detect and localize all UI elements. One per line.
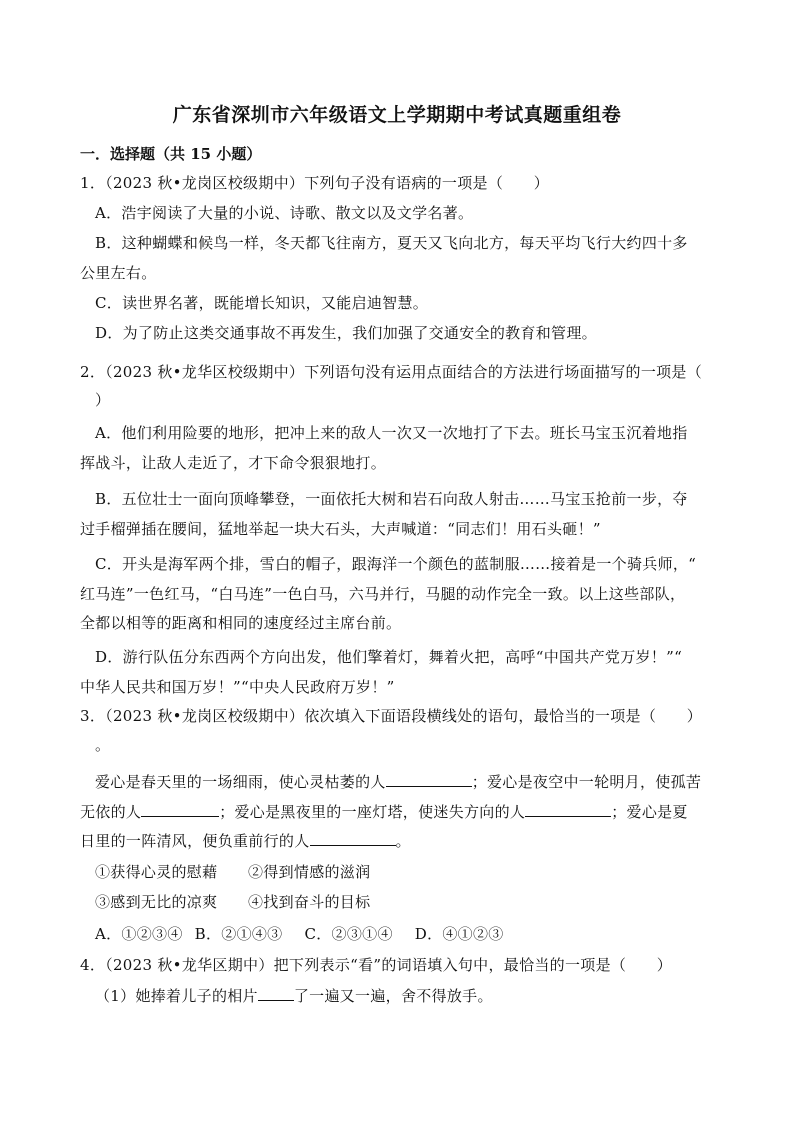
passage-text: ；爱心是夏 — [611, 803, 688, 821]
passage-text: 。 — [395, 832, 411, 850]
answer-option-b: B．②①④③ — [194, 925, 283, 943]
question-2-option-c-cont: 红马连”一色红马，“白马连”一色白马，六马并行，马腿的动作完全一致。以上这些部队， — [80, 585, 686, 603]
question-2-option-c-cont2: 全都以相等的距离和相同的速度经过主席台前。 — [80, 614, 402, 632]
question-1-stem: 1．（2023 秋•龙岗区校级期中）下列句子没有语病的一项是（ ） — [80, 174, 550, 192]
question-3-choices-1: ①获得心灵的慰藉 ②得到情感的滋润 — [95, 863, 371, 881]
page-title: 广东省深圳市六年级语文上学期期中考试真题重组卷 — [172, 104, 622, 126]
question-3-passage-line-3 — [80, 831, 411, 851]
question-2-stem: 2．（2023 秋•龙华区校级期中）下列语句没有运用点面结合的方法进行场面描写的一项是（ — [80, 363, 703, 381]
question-3-answers — [95, 924, 516, 944]
question-3-stem-cont: 。 — [95, 736, 111, 754]
question-1-option-c: C．读世界名著，既能增长知识，又能启迪智慧。 — [95, 294, 429, 312]
question-3-passage-line-1 — [95, 772, 701, 792]
fill-blank — [258, 986, 294, 1001]
question-4-sentence-1 — [95, 986, 493, 1006]
question-2-option-a: A．他们利用险要的地形，把冲上来的敌人一次又一次地打了下去。班长马宝玉沉着地指 — [95, 424, 688, 442]
question-2-option-a-cont: 挥战斗，让敌人走近了，才下命令狠狠地打。 — [80, 454, 387, 472]
answer-option-a: A．①②③④ — [95, 925, 183, 943]
question-1-option-b-cont: 公里左右。 — [80, 264, 157, 282]
sentence-text: 了一遍又一遍，舍不得放手。 — [293, 987, 493, 1005]
answer-option-d: D．④①②③ — [414, 925, 504, 943]
question-1-option-b: B．这种蝴蝶和候鸟一样，冬天都飞往南方，夏天又飞向北方，每天平均飞行大约四十多 — [95, 234, 688, 252]
fill-blank — [141, 802, 219, 817]
question-3-passage-line-2 — [80, 802, 688, 822]
fill-blank — [310, 831, 396, 846]
fill-blank — [386, 772, 472, 787]
question-2-stem-cont: ） — [95, 391, 111, 409]
passage-text: 无依的人 — [80, 803, 142, 821]
question-2-option-b-cont: 过手榴弹插在腰间，猛地举起一块大石头，大声喊道：“同志们！用石头砸！” — [80, 520, 601, 538]
question-3-choices-2: ③感到无比的凉爽 ④找到奋斗的目标 — [95, 893, 371, 911]
passage-text: 爱心是春天里的一场细雨，使心灵枯萎的人 — [95, 773, 386, 791]
passage-text: 日里的一阵清风，便负重前行的人 — [80, 832, 310, 850]
question-2-option-d: D．游行队伍分东西两个方向出发，他们擎着灯，舞着火把，高呼“中国共产党万岁！”“ — [95, 648, 683, 666]
passage-text: ；爱心是夜空中一轮明月，使孤苦 — [471, 773, 702, 791]
fill-blank — [525, 802, 611, 817]
question-2-option-c: C．开头是海军两个排，雪白的帽子，跟海洋一个颜色的蓝制服……接着是一个骑兵师，“ — [95, 555, 697, 573]
question-1-option-a: A．浩宇阅读了大量的小说、诗歌、散文以及文学名著。 — [95, 204, 474, 222]
section-heading: 一．选择题（共 15 小题） — [80, 145, 262, 163]
passage-text: ；爱心是黑夜里的一座灯塔，使迷失方向的人 — [219, 803, 526, 821]
question-3-stem: 3．（2023 秋•龙岗区校级期中）依次填入下面语段横线处的语句，最恰当的一项是（ ） — [80, 707, 703, 725]
sentence-text: （1）她捧着儿子的相片 — [95, 987, 258, 1005]
question-1-option-d: D．为了防止这类交通事故不再发生，我们加强了交通安全的教育和管理。 — [95, 324, 597, 342]
question-2-option-d-cont: 中华人民共和国万岁！”“中央人民政府万岁！” — [80, 678, 395, 696]
answer-option-c: C．②③①④ — [304, 925, 393, 943]
question-4-stem: 4．（2023 秋•龙华区期中）把下列表示“看”的词语填入句中，最恰当的一项是（ ） — [80, 956, 673, 974]
question-2-option-b: B．五位壮士一面向顶峰攀登，一面依托大树和岩石向敌人射击……马宝玉抢前一步，夺 — [95, 490, 688, 508]
